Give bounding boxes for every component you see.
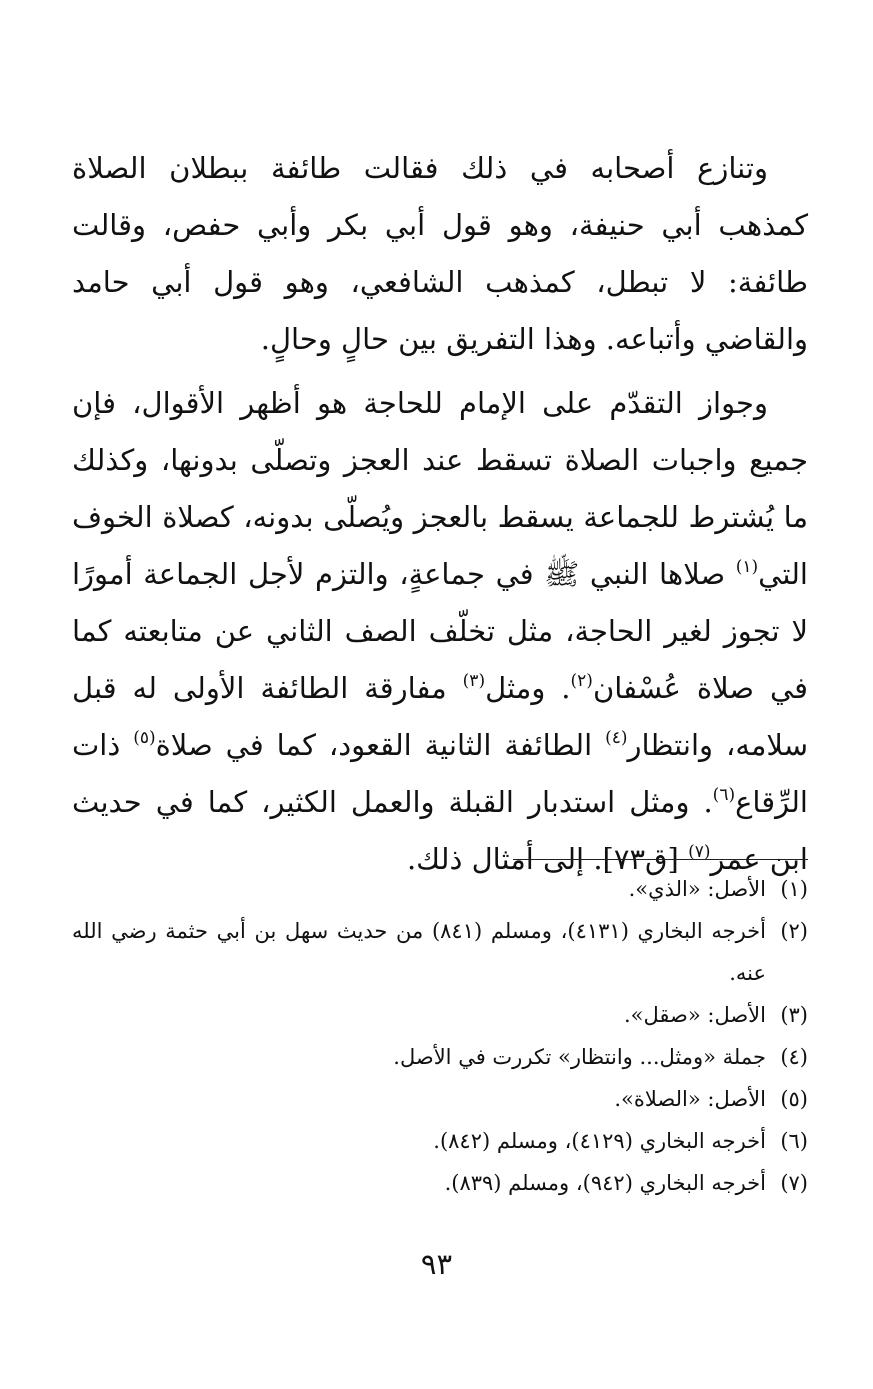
footnote-number: (١) — [780, 877, 808, 901]
footnote-6 — [72, 1120, 808, 1162]
footnote-number: (٦) — [780, 1129, 808, 1153]
footnote-ref-3[interactable]: (٣) — [462, 671, 486, 691]
footnote-text: الأصل: «الذي». — [628, 877, 766, 901]
paragraph-2-segment-2: صلاها النبي ﷺ في جماعةٍ، والتزم لأجل الجماعة أمورًا لا تجوز لغير الحاجة، مثل تخلّف الصف الثاني عن متابعته كما في صلاة عُسْفان — [72, 557, 808, 705]
paragraph-2-segment-1: وجواز التقدّم على الإمام للحاجة هو أظهر الأقوال، فإن جميع واجبات الصلاة تسقط عند العجز وتصلّى بدونها، وكذلك ما يُشترط للجماعة يسقط بالعجز ويُصلّى بدونه، كصلاة الخوف التي — [72, 386, 808, 591]
footnote-text: أخرجه البخاري (٩٤٢)، ومسلم (٨٣٩). — [444, 1171, 766, 1195]
paragraph-2-segment-7: . ومثل استدبار القبلة والعمل الكثير، كما في حديث ابن عمر — [72, 785, 808, 876]
paragraph-2 — [72, 375, 808, 888]
page-number: ٩٣ — [420, 1247, 453, 1281]
footnote-number: (٥) — [780, 1087, 808, 1111]
footnote-text: جملة «ومثل... وانتظار» تكررت في الأصل. — [393, 1045, 766, 1069]
footnote-number: (٧) — [780, 1171, 808, 1195]
footnote-text: الأصل: «الصلاة». — [614, 1087, 766, 1111]
footnote-ref-6[interactable]: (٦) — [712, 785, 736, 805]
footnote-ref-7[interactable]: (٧) — [688, 842, 711, 862]
footnote-ref-5[interactable]: (٥) — [133, 728, 156, 748]
footnote-3 — [72, 994, 808, 1036]
footnote-2 — [72, 910, 808, 994]
paragraph-2-segment-5: الطائفة الثانية القعود، كما في صلاة — [155, 728, 606, 762]
footnote-number: (٢) — [780, 919, 808, 943]
footnote-ref-2[interactable]: (٢) — [570, 671, 593, 691]
footnote-text: أخرجه البخاري (٤١٢٩)، ومسلم (٨٤٢). — [433, 1129, 766, 1153]
paragraph-2-segment-8: [ق٧٣]. إلى أمثال ذلك. — [406, 842, 689, 876]
paragraph-1-text: وتنازع أصحابه في ذلك فقالت طائفة ببطلان الصلاة كمذهب أبي حنيفة، وهو قول أبي بكر وأبي حفص، وقالت طائفة: لا تبطل، كمذهب الشافعي، وهو قول أبي حامد والقاضي وأتباعه. وهذا التفريق بين حالٍ وحالٍ. — [72, 151, 808, 356]
paragraph-2-segment-4: مفارقة الطائفة الأولى له قبل سلامه، وانتظار — [72, 671, 808, 762]
footnote-number: (٣) — [780, 1003, 808, 1027]
footnote-divider — [513, 859, 808, 860]
footnote-text: أخرجه البخاري (٤١٣١)، ومسلم (٨٤١) من حديث سهل بن أبي حثمة رضي الله عنه. — [72, 919, 766, 985]
footnote-7 — [72, 1162, 808, 1204]
footnote-number: (٤) — [780, 1045, 808, 1069]
paragraph-2-segment-3: . ومثل — [485, 671, 571, 705]
body-text — [72, 140, 808, 888]
footnote-1 — [72, 868, 808, 910]
footnote-4 — [72, 1036, 808, 1078]
paragraph-1 — [72, 140, 808, 368]
footnotes — [72, 868, 808, 1204]
footnote-text: الأصل: «صقل». — [623, 1003, 766, 1027]
paragraph-2-segment-6: ذات الرِّقاع — [72, 728, 808, 819]
footnote-5 — [72, 1078, 808, 1120]
footnote-ref-4[interactable]: (٤) — [605, 728, 628, 748]
footnote-ref-1[interactable]: (١) — [735, 557, 759, 577]
